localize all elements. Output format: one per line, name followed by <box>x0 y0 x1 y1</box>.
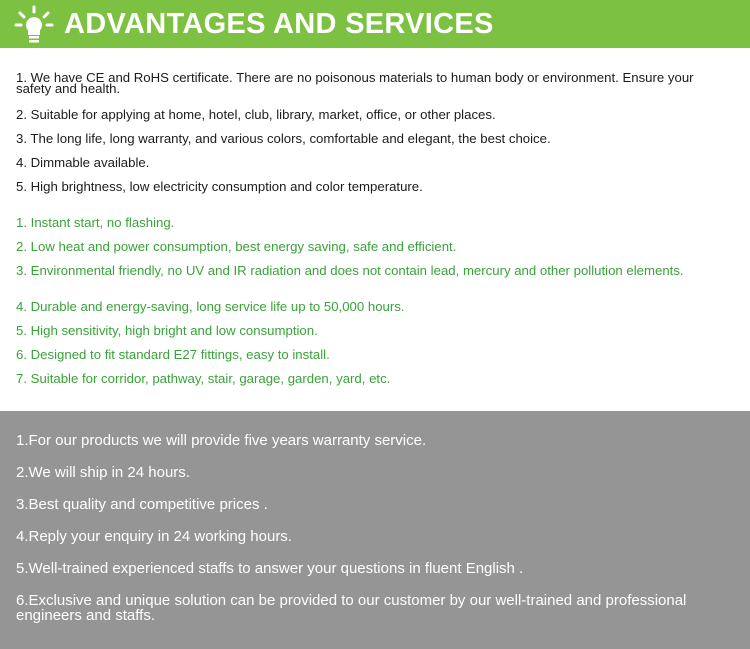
page-title: ADVANTAGES AND SERVICES <box>64 8 494 40</box>
list-item: 2.We will ship in 24 hours. <box>16 464 190 481</box>
list-item: 5. High sensitivity, high bright and low consumption. <box>16 323 318 338</box>
list-item: 4.Reply your enquiry in 24 working hours. <box>16 528 292 545</box>
list-item: 1. Instant start, no flashing. <box>16 215 175 230</box>
list-item: 4. Durable and energy-saving, long service life up to 50,000 hours. <box>16 299 405 314</box>
list-item: 7. Suitable for corridor, pathway, stair, garage, garden, yard, etc. <box>16 371 391 386</box>
section-header <box>0 0 750 48</box>
list-item: 6.Exclusive and unique solution can be provided to our customer by our well-trained and professional engineers and staffs. <box>16 592 687 624</box>
list-item: 6. Designed to fit standard E27 fittings, easy to install. <box>16 347 330 362</box>
list-item: 5. High brightness, low electricity consumption and color temperature. <box>16 179 423 194</box>
light-bulb-icon <box>14 5 54 45</box>
list-item: 3. The long life, long warranty, and various colors, comfortable and elegant, the best choice. <box>16 131 551 146</box>
list-item: 4. Dimmable available. <box>16 155 150 170</box>
list-item: 1. We have CE and RoHS certificate. There are no poisonous materials to human body or environment. Ensure your safety and health. <box>16 70 694 96</box>
list-item: 1.For our products we will provide five years warranty service. <box>16 432 427 449</box>
list-item: 2. Suitable for applying at home, hotel, club, library, market, office, or other places. <box>16 107 496 122</box>
list-item: 3. Environmental friendly, no UV and IR radiation and does not contain lead, mercury and other pollution elements. <box>16 263 684 278</box>
list-item: 2. Low heat and power consumption, best energy saving, safe and efficient. <box>16 239 457 254</box>
list-item: 3.Best quality and competitive prices . <box>16 496 268 513</box>
list-item: 5.Well-trained experienced staffs to answer your questions in fluent English . <box>16 560 524 577</box>
